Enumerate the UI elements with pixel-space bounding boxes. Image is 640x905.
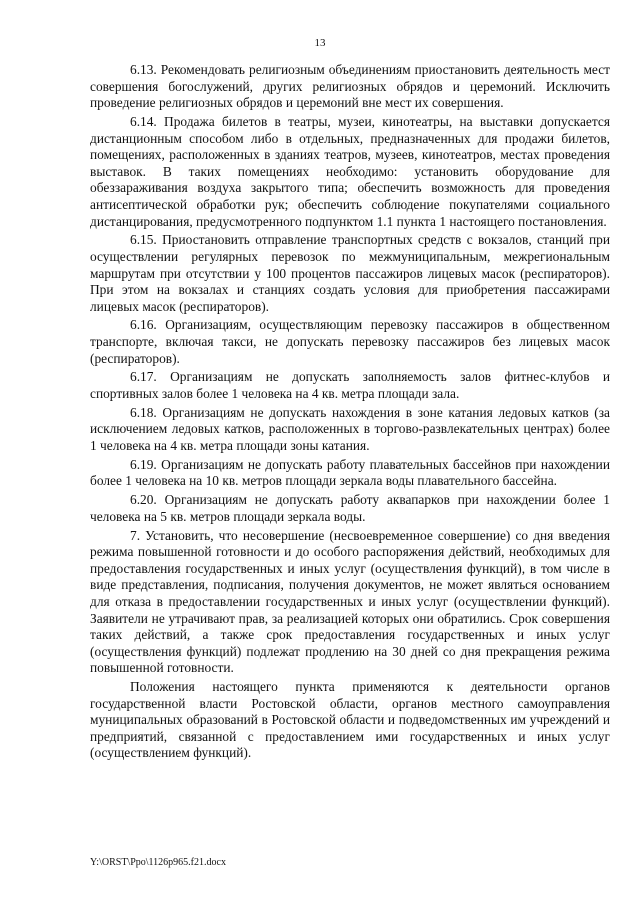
paragraph-7: 7. Установить, что несовершение (несвоевременное совершение) со дня введения режима повышенной готовности и до особого распоряжения действий, необходимых для предоставления государственных и иных услуг (осуществления функций), в том числе в виде представления, подписания, получения документов, не может являться основанием для отказа в предоставлении государственных и иных услуг (осуществлении функций). Заявители не утрачивают прав, за реализацией которых они обратились. Срок совершения таких действий, а также срок предоставления государственных и иных услуг (осуществления функций) подлежат продлению на 30 дней со дня прекращения режима повышенной готовности. (90, 527, 610, 676)
document-body (90, 62, 610, 764)
paragraph-6-13: 6.13. Рекомендовать религиозным объединениям приостановить деятельность мест совершения богослужений, других религиозных обрядов и церемоний. Исключить проведение религиозных обрядов и церемоний вне мест их совершения. (90, 62, 610, 111)
paragraph-6-14: 6.14. Продажа билетов в театры, музеи, кинотеатры, на выставки допускается дистанционным способом либо в отдельных, предназначенных для продажи билетов, помещениях, расположенных в зданиях театров, музеев, кинотеатров, местах проведения выставок. В таких помещениях необходимо: установить оборудование для обеззараживания воздуха закрытого типа; обеспечить возможность для проведения антисептической обработки рук; обеспечить соблюдение покупателями социального дистанцирования, предусмотренного подпунктом 1.1 пункта 1 настоящего постановления. (90, 113, 610, 229)
paragraph-6-18: 6.18. Организациям не допускать нахождения в зоне катания ледовых катков (за исключением ледовых катков, расположенных в торгово-развлекательных центрах) более 1 человека на 4 кв. метра площади зоны катания. (90, 404, 610, 453)
paragraph-6-15: 6.15. Приостановить отправление транспортных средств с вокзалов, станций при осуществлении регулярных перевозок по межмуниципальным, межрегиональным маршрутам при отсутствии у 100 процентов пассажиров лицевых масок (респираторов). При этом на вокзалах и станциях создать условия для приобретения пассажирами лицевых масок (респираторов). (90, 232, 610, 314)
paragraph-6-16: 6.16. Организациям, осуществляющим перевозку пассажиров в общественном транспорте, включая такси, не допускать перевозку пассажиров без лицевых масок (респираторов). (90, 317, 610, 366)
page-number: 13 (314, 37, 326, 49)
paragraph-7-provisions: Положения настоящего пункта применяются к деятельности органов государственной власти Ростовской области, органов местного самоуправления муниципальных образований в Ростовской области и подведомственных им учреждений и предприятий, связанной с предоставлением ими государственных и иных услуг (осуществлением функций). (90, 679, 610, 761)
footer-file-path: Y:\ORST\Ppo\1126p965.f21.docx (90, 857, 226, 868)
paragraph-6-20: 6.20. Организациям не допускать работу аквапарков при нахождении более 1 человека на 5 кв. метров площади зеркала воды. (90, 492, 610, 524)
paragraph-6-17: 6.17. Организациям не допускать заполняемость залов фитнес-клубов и спортивных залов более 1 человека на 4 кв. метра площади зала. (90, 369, 610, 402)
paragraph-6-19: 6.19. Организациям не допускать работу плавательных бассейнов при нахождении более 1 человека на 10 кв. метров площади зеркала воды плавательного бассейна. (90, 456, 610, 489)
